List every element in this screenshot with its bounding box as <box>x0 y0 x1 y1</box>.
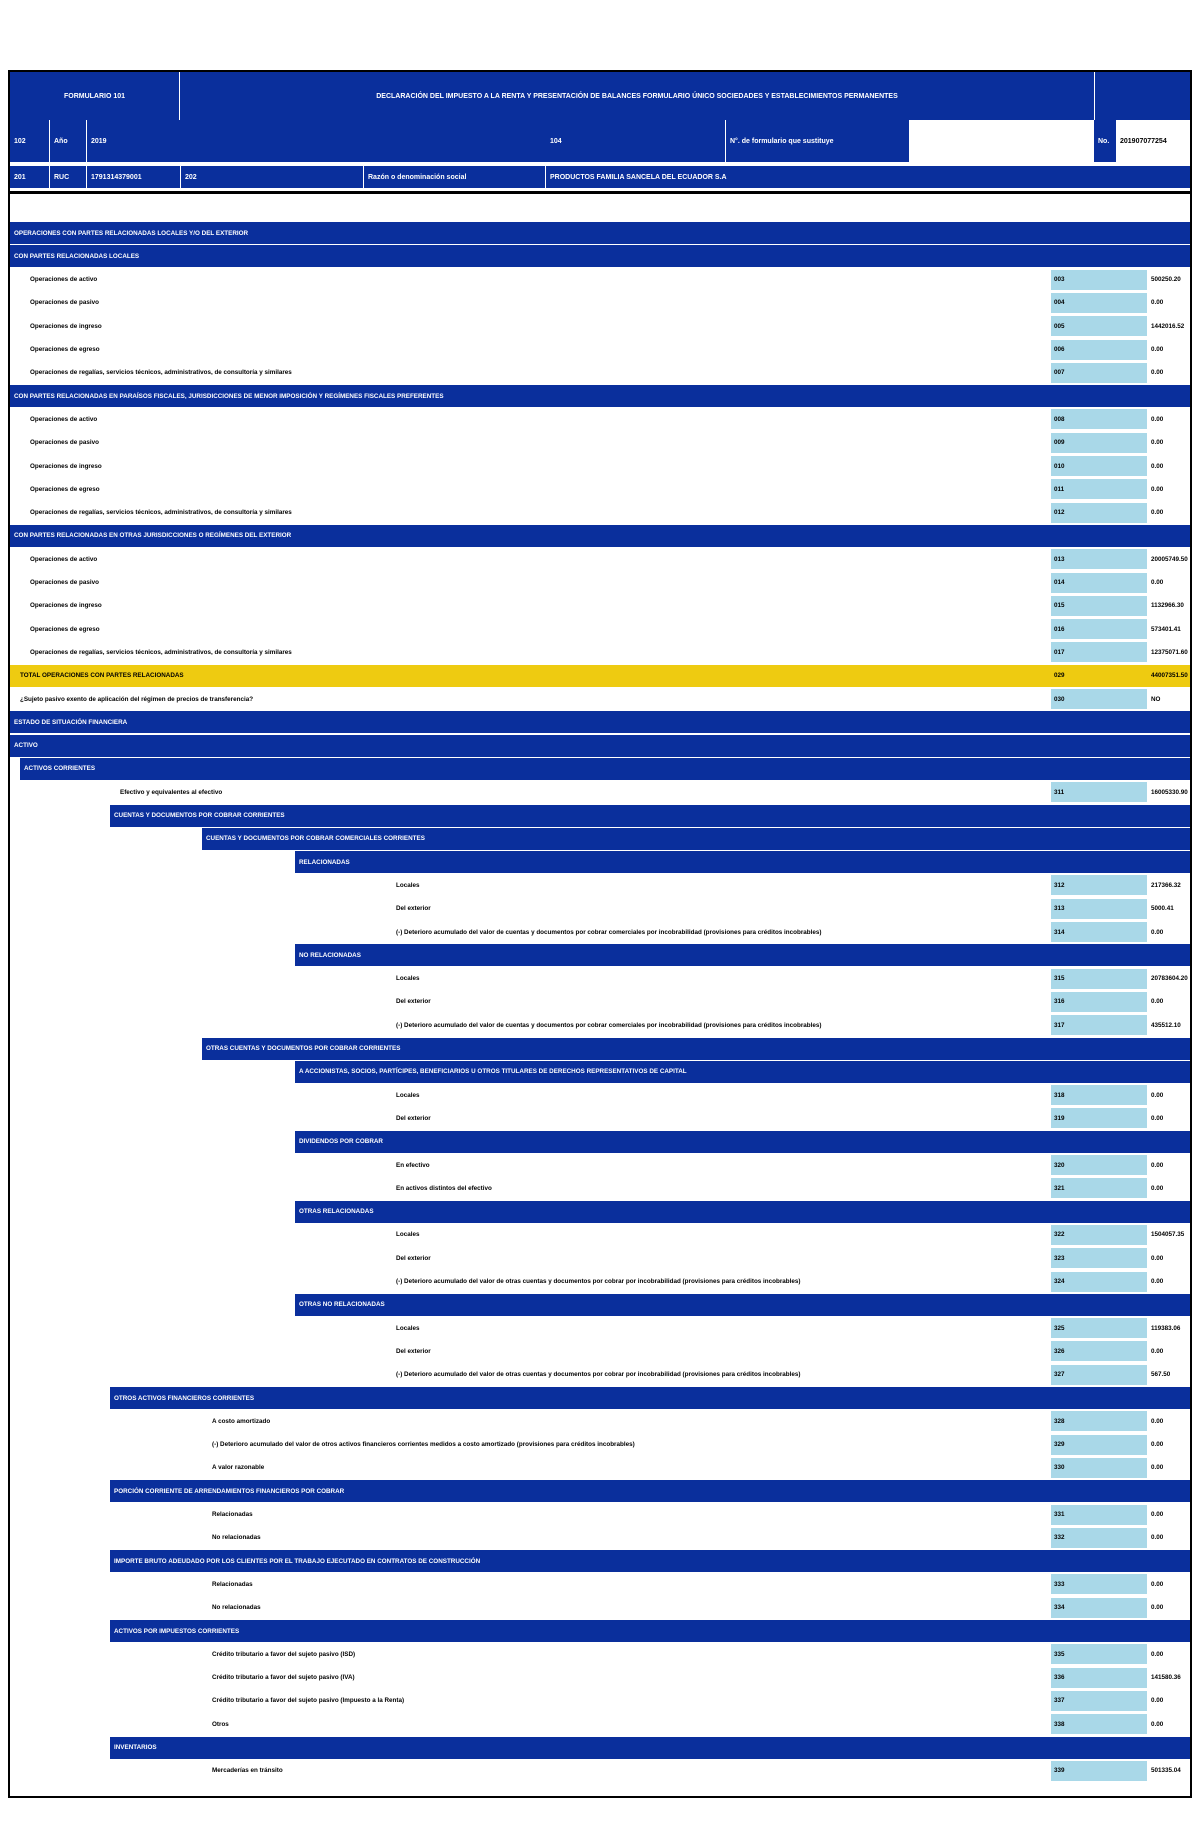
row-code: 004 <box>1051 293 1147 313</box>
anio-label: Año <box>50 120 87 162</box>
row-value: 0.00 <box>1147 1085 1190 1105</box>
row-code: 030 <box>1051 689 1147 709</box>
row-code: 330 <box>1051 1458 1147 1478</box>
row-code: 320 <box>1051 1155 1147 1175</box>
row-value: 501335.04 <box>1147 1761 1190 1781</box>
row-label: CON PARTES RELACIONADAS EN OTRAS JURISDICCIONES O REGÍMENES DEL EXTERIOR <box>14 532 292 540</box>
row-code: 336 <box>1051 1668 1147 1688</box>
form-row <box>10 548 1190 570</box>
row-code: 318 <box>1051 1085 1147 1105</box>
form-row <box>10 595 1190 617</box>
row-label: A costo amortizado <box>212 1417 271 1425</box>
row-label: Del exterior <box>396 905 431 913</box>
row-label: IMPORTE BRUTO ADEUDADO POR LOS CLIENTES POR EL TRABAJO EJECUTADO EN CONTRATOS DE CONSTRUCCIÓN <box>114 1557 481 1565</box>
row-code: 011 <box>1051 479 1147 499</box>
row-value: 0.00 <box>1147 1458 1190 1478</box>
row-value: 5000.41 <box>1147 899 1190 919</box>
row-code: 312 <box>1051 875 1147 895</box>
section-header <box>295 944 1190 966</box>
ruc-label: RUC <box>50 166 87 188</box>
row-label: ACTIVOS CORRIENTES <box>24 765 96 773</box>
sustituye-value <box>909 120 1094 162</box>
form-row <box>10 1527 1190 1549</box>
row-value: 16005330.90 <box>1147 782 1190 802</box>
row-value: 500250.20 <box>1147 270 1190 290</box>
row-label: OPERACIONES CON PARTES RELACIONADAS LOCALES Y/O DEL EXTERIOR <box>14 229 249 237</box>
row-label: CON PARTES RELACIONADAS LOCALES <box>14 252 140 260</box>
row-label: Crédito tributario a favor del sujeto pasivo (Impuesto a la Renta) <box>212 1697 405 1705</box>
row-label: Operaciones de ingreso <box>30 322 102 330</box>
section-header <box>10 222 1190 244</box>
row-code: 327 <box>1051 1365 1147 1385</box>
row-label: (-) Deterioro acumulado del valor de otros activos financieros corrientes medidos a costo amortizado (provisiones para créditos incobrables) <box>212 1441 635 1449</box>
row-label: No relacionadas <box>212 1604 261 1612</box>
row-value: 0.00 <box>1147 1272 1190 1292</box>
row-label: Crédito tributario a favor del sujeto pasivo (IVA) <box>212 1674 355 1682</box>
section-header <box>110 1550 1190 1572</box>
row-label: ACTIVO <box>14 742 38 750</box>
row-label: OTRAS NO RELACIONADAS <box>299 1301 385 1309</box>
no-label: No. <box>1094 120 1116 162</box>
row-value: 44007351.50 <box>1147 666 1190 686</box>
section-header <box>202 1038 1190 1060</box>
row-label: NO RELACIONADAS <box>299 951 361 959</box>
form-row <box>10 455 1190 477</box>
row-value: 0.00 <box>1147 1155 1190 1175</box>
row-label: Operaciones de egreso <box>30 485 100 493</box>
form-row <box>10 1317 1190 1339</box>
row-value: 0.00 <box>1147 1411 1190 1431</box>
row-value: 0.00 <box>1147 433 1190 453</box>
row-code: 311 <box>1051 782 1147 802</box>
section-header <box>10 735 1190 757</box>
form-row <box>10 1271 1190 1293</box>
form-row <box>10 1364 1190 1386</box>
row-code: 319 <box>1051 1108 1147 1128</box>
row-label: Locales <box>396 881 420 889</box>
row-code: 003 <box>1051 270 1147 290</box>
section-header <box>20 758 1190 780</box>
row-label: (-) Deterioro acumulado del valor de cuentas y documentos por cobrar comerciales por incobrabilidad (provisiones para créditos incobrables) <box>396 1021 822 1029</box>
row-label: Relacionadas <box>212 1580 253 1588</box>
row-value: 0.00 <box>1147 479 1190 499</box>
row-code: 337 <box>1051 1691 1147 1711</box>
form-row <box>10 968 1190 990</box>
row-label: En activos distintos del efectivo <box>396 1184 492 1192</box>
form-label: FORMULARIO 101 <box>10 72 180 120</box>
row-value: 0.00 <box>1147 409 1190 429</box>
form-row <box>10 1410 1190 1432</box>
form-title: DECLARACIÓN DEL IMPUESTO A LA RENTA Y PRESENTACIÓN DE BALANCES FORMULARIO ÚNICO SOCIEDADES Y ESTABLECIMIENTOS PERMANENTES <box>180 72 1095 120</box>
row-value: 1132966.30 <box>1147 596 1190 616</box>
form-row <box>10 432 1190 454</box>
row-value: 0.00 <box>1147 1574 1190 1594</box>
row-label: RELACIONADAS <box>299 858 350 866</box>
row-code: 315 <box>1051 969 1147 989</box>
row-code: 322 <box>1051 1225 1147 1245</box>
section-header <box>295 1201 1190 1223</box>
row-code: 314 <box>1051 922 1147 942</box>
section-header <box>110 1737 1190 1759</box>
row-label: A valor razonable <box>212 1464 265 1472</box>
row-code: 325 <box>1051 1318 1147 1338</box>
row-code: 329 <box>1051 1435 1147 1455</box>
section-header <box>110 1387 1190 1409</box>
row-value: 0.00 <box>1147 1108 1190 1128</box>
row-value: 217366.32 <box>1147 875 1190 895</box>
row-label: Locales <box>396 1091 420 1099</box>
row-value: 435512.10 <box>1147 1015 1190 1035</box>
form-row <box>10 991 1190 1013</box>
row-value: 0.00 <box>1147 363 1190 383</box>
row-label: Locales <box>396 1231 420 1239</box>
row-label: Operaciones de egreso <box>30 346 100 353</box>
row-value: 0.00 <box>1147 573 1190 593</box>
form-row <box>10 641 1190 663</box>
row-value: 20783604.20 <box>1147 969 1190 989</box>
row-value: 0.00 <box>1147 1691 1190 1711</box>
sustituye-label: N°. de formulario que sustituye <box>726 120 909 162</box>
row-code: 332 <box>1051 1528 1147 1548</box>
row-code: 317 <box>1051 1015 1147 1035</box>
row-value: 0.00 <box>1147 1435 1190 1455</box>
form-row <box>10 1014 1190 1036</box>
row-label: ¿Sujeto pasivo exento de aplicación del régimen de precios de transferencia? <box>20 695 254 703</box>
row-label: Operaciones de egreso <box>30 625 100 633</box>
row-value: 1504057.35 <box>1147 1225 1190 1245</box>
row-label: Otros <box>212 1720 229 1728</box>
anio-value: 2019 <box>87 120 546 162</box>
form-row <box>10 618 1190 640</box>
row-value: 0.00 <box>1147 1714 1190 1734</box>
section-header <box>295 851 1190 873</box>
form-row <box>10 1224 1190 1246</box>
row-label: No relacionadas <box>212 1534 261 1542</box>
row-code: 313 <box>1051 899 1147 919</box>
row-code: 009 <box>1051 433 1147 453</box>
form-row <box>10 781 1190 803</box>
row-value: NO <box>1147 689 1190 709</box>
row-code: 339 <box>1051 1761 1147 1781</box>
row-value: 0.00 <box>1147 1505 1190 1525</box>
row-label: Operaciones de pasivo <box>30 439 99 447</box>
row-label: Del exterior <box>396 1114 431 1122</box>
row-label: Operaciones de regalías, servicios técnicos, administrativos, de consultoría y similares <box>30 648 292 656</box>
row-label: Operaciones de activo <box>30 276 98 284</box>
row-label: DIVIDENDOS POR COBRAR <box>299 1138 383 1146</box>
form-row <box>10 502 1190 524</box>
form-row <box>10 1573 1190 1595</box>
form-row <box>10 1177 1190 1199</box>
row-code: 017 <box>1051 642 1147 662</box>
row-code: 328 <box>1051 1411 1147 1431</box>
row-value: 141580.36 <box>1147 1668 1190 1688</box>
form-row <box>10 1247 1190 1269</box>
row-code: 006 <box>1051 340 1147 360</box>
row-label: (-) Deterioro acumulado del valor de otras cuentas y documentos por cobrar por incobrabilidad (provisiones para créditos incobrables) <box>396 1371 801 1379</box>
ruc-value: 1791314379001 <box>87 166 181 188</box>
form-row <box>10 1667 1190 1689</box>
row-label: (-) Deterioro acumulado del valor de cuentas y documentos por cobrar comerciales por incobrabilidad (provisiones para créditos incobrables) <box>396 928 822 936</box>
row-code: 338 <box>1051 1714 1147 1734</box>
section-header <box>295 1061 1190 1083</box>
section-header <box>110 805 1190 827</box>
row-code: 008 <box>1051 409 1147 429</box>
section-header <box>295 1294 1190 1316</box>
row-value: 0.00 <box>1147 503 1190 523</box>
row-value: 12375071.60 <box>1147 642 1190 662</box>
row-value: 0.00 <box>1147 1248 1190 1268</box>
row-label: En efectivo <box>396 1161 430 1169</box>
section-header <box>295 1131 1190 1153</box>
code-201: 201 <box>10 166 50 188</box>
row-code: 015 <box>1051 596 1147 616</box>
row-label: ACTIVOS POR IMPUESTOS CORRIENTES <box>114 1627 240 1635</box>
row-value: 567.50 <box>1147 1365 1190 1385</box>
row-code: 012 <box>1051 503 1147 523</box>
row-label: A ACCIONISTAS, SOCIOS, PARTÍCIPES, BENEFICIARIOS U OTROS TITULARES DE DERECHOS REPRESENTATIVOS DE CAPITAL <box>299 1068 687 1076</box>
form-row <box>10 1340 1190 1362</box>
form-row <box>10 269 1190 291</box>
row-label: Del exterior <box>396 998 431 1006</box>
form-row <box>10 315 1190 337</box>
form-row <box>10 1434 1190 1456</box>
row-label: Operaciones de pasivo <box>30 579 99 586</box>
form-row <box>10 898 1190 920</box>
form-row <box>10 874 1190 896</box>
row-code: 335 <box>1051 1644 1147 1664</box>
row-code: 326 <box>1051 1341 1147 1361</box>
form-row <box>10 1760 1190 1782</box>
row-code: 013 <box>1051 549 1147 569</box>
row-value: 0.00 <box>1147 1341 1190 1361</box>
row-code: 005 <box>1051 316 1147 336</box>
row-label: Operaciones de regalías, servicios técnicos, administrativos, de consultoría y similares <box>30 369 292 377</box>
row-label: Del exterior <box>396 1254 431 1262</box>
code-104: 104 <box>546 120 726 162</box>
section-header <box>110 1620 1190 1642</box>
form-row <box>10 1690 1190 1712</box>
row-label: Efectivo y equivalentes al efectivo <box>120 788 223 796</box>
form-row <box>10 1107 1190 1129</box>
row-code: 010 <box>1051 456 1147 476</box>
row-code: 334 <box>1051 1598 1147 1618</box>
row-label: Operaciones de activo <box>30 555 98 563</box>
row-value: 0.00 <box>1147 922 1190 942</box>
razon-value: PRODUCTOS FAMILIA SANCELA DEL ECUADOR S.A <box>546 166 1190 188</box>
row-value: 0.00 <box>1147 1528 1190 1548</box>
row-code: 029 <box>1051 666 1147 686</box>
section-header <box>110 1480 1190 1502</box>
form-row <box>10 408 1190 430</box>
razon-label: Razón o denominación social <box>364 166 546 188</box>
row-label: OTRAS RELACIONADAS <box>299 1208 374 1216</box>
row-value: 0.00 <box>1147 992 1190 1012</box>
total-row <box>10 665 1190 687</box>
form-row <box>10 1084 1190 1106</box>
row-value: 0.00 <box>1147 1644 1190 1664</box>
row-label: Crédito tributario a favor del sujeto pasivo (ISD) <box>212 1650 356 1658</box>
row-code: 323 <box>1051 1248 1147 1268</box>
row-label: Relacionadas <box>212 1511 253 1518</box>
form-row <box>10 572 1190 594</box>
row-value: 0.00 <box>1147 293 1190 313</box>
row-label: Operaciones de ingreso <box>30 462 102 470</box>
form-row <box>10 339 1190 361</box>
form-row <box>10 1154 1190 1176</box>
row-label: CUENTAS Y DOCUMENTOS POR COBRAR COMERCIALES CORRIENTES <box>206 835 425 843</box>
form-row <box>10 1713 1190 1735</box>
tax-form-sheet <box>8 70 1192 1798</box>
form-row <box>10 292 1190 314</box>
row-label: Mercaderías en tránsito <box>212 1767 283 1775</box>
row-label: Operaciones de regalías, servicios técnicos, administrativos, de consultoría y similares <box>30 509 292 517</box>
row-label: CON PARTES RELACIONADAS EN PARAÍSOS FISCALES, JURISDICCIONES DE MENOR IMPOSICIÓN Y REGÍMENES FISCALES PREFERENTES <box>14 392 444 400</box>
row-label: TOTAL OPERACIONES CON PARTES RELACIONADAS <box>20 672 184 680</box>
row-label: Locales <box>396 975 420 983</box>
row-code: 321 <box>1051 1178 1147 1198</box>
row-value: 0.00 <box>1147 1598 1190 1618</box>
row-value: 0.00 <box>1147 456 1190 476</box>
row-value: 119383.06 <box>1147 1318 1190 1338</box>
section-header <box>10 711 1190 733</box>
code-202: 202 <box>181 166 364 188</box>
form-row <box>10 1457 1190 1479</box>
row-code: 316 <box>1051 992 1147 1012</box>
form-row <box>10 478 1190 500</box>
row-label: Locales <box>396 1324 420 1332</box>
row-label: Del exterior <box>396 1347 431 1355</box>
section-header <box>202 828 1190 850</box>
row-label: Operaciones de ingreso <box>30 602 102 610</box>
row-label: INVENTARIOS <box>114 1744 157 1751</box>
row-code: 016 <box>1051 619 1147 639</box>
row-code: 333 <box>1051 1574 1147 1594</box>
form-row <box>10 1504 1190 1526</box>
section-header <box>10 525 1190 547</box>
row-code: 014 <box>1051 573 1147 593</box>
row-value: 1442016.52 <box>1147 316 1190 336</box>
form-row <box>10 1643 1190 1665</box>
no-value: 201907077254 <box>1116 120 1190 162</box>
row-label: ESTADO DE SITUACIÓN FINANCIERA <box>14 718 128 726</box>
form-row <box>10 921 1190 943</box>
row-value: 573401.41 <box>1147 619 1190 639</box>
form-row <box>10 688 1190 710</box>
row-label: PORCIÓN CORRIENTE DE ARRENDAMIENTOS FINANCIEROS POR COBRAR <box>114 1487 345 1495</box>
row-code: 324 <box>1051 1272 1147 1292</box>
header-divider <box>10 191 1190 194</box>
row-value: 20005749.50 <box>1147 549 1190 569</box>
form-row <box>10 362 1190 384</box>
header-empty-cell <box>1095 72 1190 120</box>
section-header <box>10 385 1190 407</box>
row-code: 331 <box>1051 1505 1147 1525</box>
row-label: (-) Deterioro acumulado del valor de otras cuentas y documentos por cobrar por incobrabilidad (provisiones para créditos incobrables) <box>396 1278 801 1285</box>
row-label: OTROS ACTIVOS FINANCIEROS CORRIENTES <box>114 1394 255 1402</box>
form-row <box>10 1597 1190 1619</box>
section-header <box>10 245 1190 267</box>
row-label: Operaciones de activo <box>30 415 98 423</box>
code-102: 102 <box>10 120 50 162</box>
row-value: 0.00 <box>1147 1178 1190 1198</box>
row-code: 007 <box>1051 363 1147 383</box>
row-label: CUENTAS Y DOCUMENTOS POR COBRAR CORRIENTES <box>114 812 285 819</box>
row-label: OTRAS CUENTAS Y DOCUMENTOS POR COBRAR CORRIENTES <box>206 1045 401 1052</box>
row-value: 0.00 <box>1147 340 1190 360</box>
row-label: Operaciones de pasivo <box>30 299 99 307</box>
